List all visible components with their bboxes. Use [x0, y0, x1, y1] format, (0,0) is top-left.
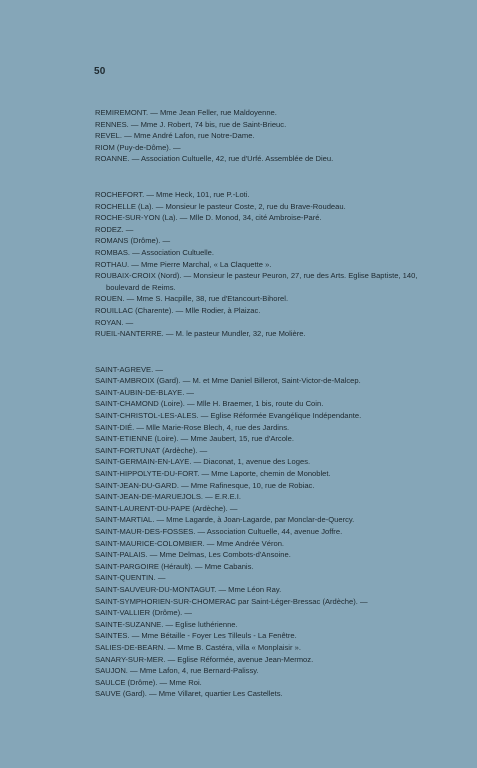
- directory-entry: ROYAN. —: [95, 317, 134, 327]
- directory-entry: SANARY-SUR-MER. — Eglise Réformée, avenue Jean-Mermoz.: [95, 654, 314, 664]
- directory-entry: ROCHEFORT. — Mme Heck, 101, rue P.-Loti.: [95, 189, 250, 199]
- directory-entry: SAINT-ETIENNE (Loire). — Mme Jaubert, 15, rue d'Arcole.: [95, 434, 294, 444]
- directory-entry: SAINT-SAUVEUR-DU-MONTAGUT. — Mme Léon Ray.: [95, 584, 282, 594]
- directory-entry: SAINT-DIÉ. — Mlle Marie-Rose Blech, 4, rue des Jardins.: [95, 422, 290, 432]
- directory-entry: SAINT-CHRISTOL-LES-ALES. — Eglise Réformée Evangélique Indépendante.: [95, 411, 362, 421]
- directory-entry: ROUBAIX-CROIX (Nord). — Monsieur le pasteur Peuron, 27, rue des Arts. Eglise Baptiste, 140, boulevard de Reims.: [95, 271, 418, 292]
- directory-entry: SAINT-CHAMOND (Loire). — Mlle H. Braemer, 1 bis, route du Coin.: [95, 399, 324, 409]
- directory-entry: SAULCE (Drôme). — Mme Roi.: [95, 677, 202, 687]
- directory-entry: ROUILLAC (Charente). — Mlle Rodier, à Plaizac.: [95, 305, 261, 315]
- directory-entry: SAINT-JEAN-DU-GARD. — Mme Rafinesque, 10, rue de Robiac.: [95, 480, 315, 490]
- directory-entry: SAINT-GERMAIN-EN-LAYE. — Diaconat, 1, avenue des Loges.: [95, 457, 311, 467]
- directory-entry: SAINT-MAURICE-COLOMBIER. — Mme Andrée Véron.: [95, 538, 285, 548]
- directory-entry: REVEL. — Mme André Lafon, rue Notre-Dame.: [95, 131, 255, 141]
- directory-section: [95, 364, 440, 700]
- directory-entry: SAINT-PALAIS. — Mme Delmas, Les Combots-d'Ansoine.: [95, 550, 291, 560]
- directory-entry: SAUJON. — Mme Lafon, 4, rue Bernard-Palissy.: [95, 666, 259, 676]
- directory-entry: ROCHE-SUR-YON (La). — Mlle D. Monod, 34, cité Ambroise-Paré.: [95, 213, 322, 223]
- directory-entry: SAINTE-SUZANNE. — Eglise luthérienne.: [95, 619, 238, 629]
- directory-entry: SAINT-AMBROIX (Gard). — M. et Mme Daniel Billerot, Saint-Victor-de-Malcep.: [95, 376, 361, 386]
- directory-entry: ROTHAU. — Mme Pierre Marchal, « La Claquette ».: [95, 259, 272, 269]
- directory-entry: RENNES. — Mme J. Robert, 74 bis, rue de Saint-Brieuc.: [95, 119, 287, 129]
- directory-entry: ROMANS (Drôme). —: [95, 236, 171, 246]
- directory-entry: REMIREMONT. — Mme Jean Feller, rue Maldoyenne.: [95, 108, 277, 117]
- directory-entry: SAINT-MAUR-DES-FOSSES. — Association Cultuelle, 44, avenue Joffre.: [95, 527, 343, 536]
- directory-entry: RUEIL-NANTERRE. — M. le pasteur Mundler, 32, rue Molière.: [95, 329, 306, 339]
- directory-entry: SAINT-HIPPOLYTE-DU-FORT. — Mme Laporte, chemin de Monoblet.: [95, 469, 331, 479]
- directory-entry: ROMBAS. — Association Cultuelle.: [95, 247, 215, 257]
- directory-entry: SAINT-SYMPHORIEN-SUR-CHOMERAC par Saint-Léger-Bressac (Ardèche). —: [95, 596, 368, 606]
- directory-entry: SAINT-VALLIER (Drôme). —: [95, 608, 192, 618]
- directory-entry: SAINTES. — Mme Bétaille - Foyer Les Tilleuls - La Fenêtre.: [95, 631, 297, 641]
- directory-entry: SAINT-QUENTIN. —: [95, 573, 166, 583]
- directory-section: [95, 189, 440, 340]
- directory-entry: SAINT-PARGOIRE (Hérault). — Mme Cabanis.: [95, 561, 254, 571]
- directory-entry: SALIES-DE-BEARN. — Mme B. Castéra, villa « Monplaisir ».: [95, 642, 301, 652]
- directory-entry: ROANNE. — Association Cultuelle, 42, rue d'Urfé. Assemblée de Dieu.: [95, 154, 334, 164]
- directory-entry: SAINT-FORTUNAT (Ardèche). —: [95, 445, 208, 455]
- directory-listing: [95, 107, 440, 700]
- directory-entry: RODEZ. —: [95, 224, 134, 234]
- page-number: 50: [94, 66, 106, 77]
- directory-entry: SAUVE (Gard). — Mme Villaret, quartier Les Castellets.: [95, 689, 283, 699]
- directory-entry: ROUEN. — Mme S. Hacpille, 38, rue d'Etancourt-Bihorel.: [95, 294, 289, 304]
- directory-entry: RIOM (Puy-de-Dôme). —: [95, 142, 181, 152]
- directory-entry: SAINT-AGREVE. —: [95, 364, 163, 374]
- directory-entry: SAINT-MARTIAL. — Mme Lagarde, à Joan-Lagarde, par Monclar-de-Quercy.: [95, 515, 355, 525]
- directory-entry: SAINT-AUBIN-DE-BLAYE. —: [95, 387, 195, 397]
- directory-entry: SAINT-LAURENT-DU-PAPE (Ardèche). —: [95, 503, 238, 513]
- directory-entry: SAINT-JEAN-DE-MARUEJOLS. — E.R.E.I.: [95, 492, 241, 502]
- directory-section: [95, 107, 440, 165]
- directory-entry: ROCHELLE (La). — Monsieur le pasteur Coste, 2, rue du Brave-Roudeau.: [95, 201, 346, 211]
